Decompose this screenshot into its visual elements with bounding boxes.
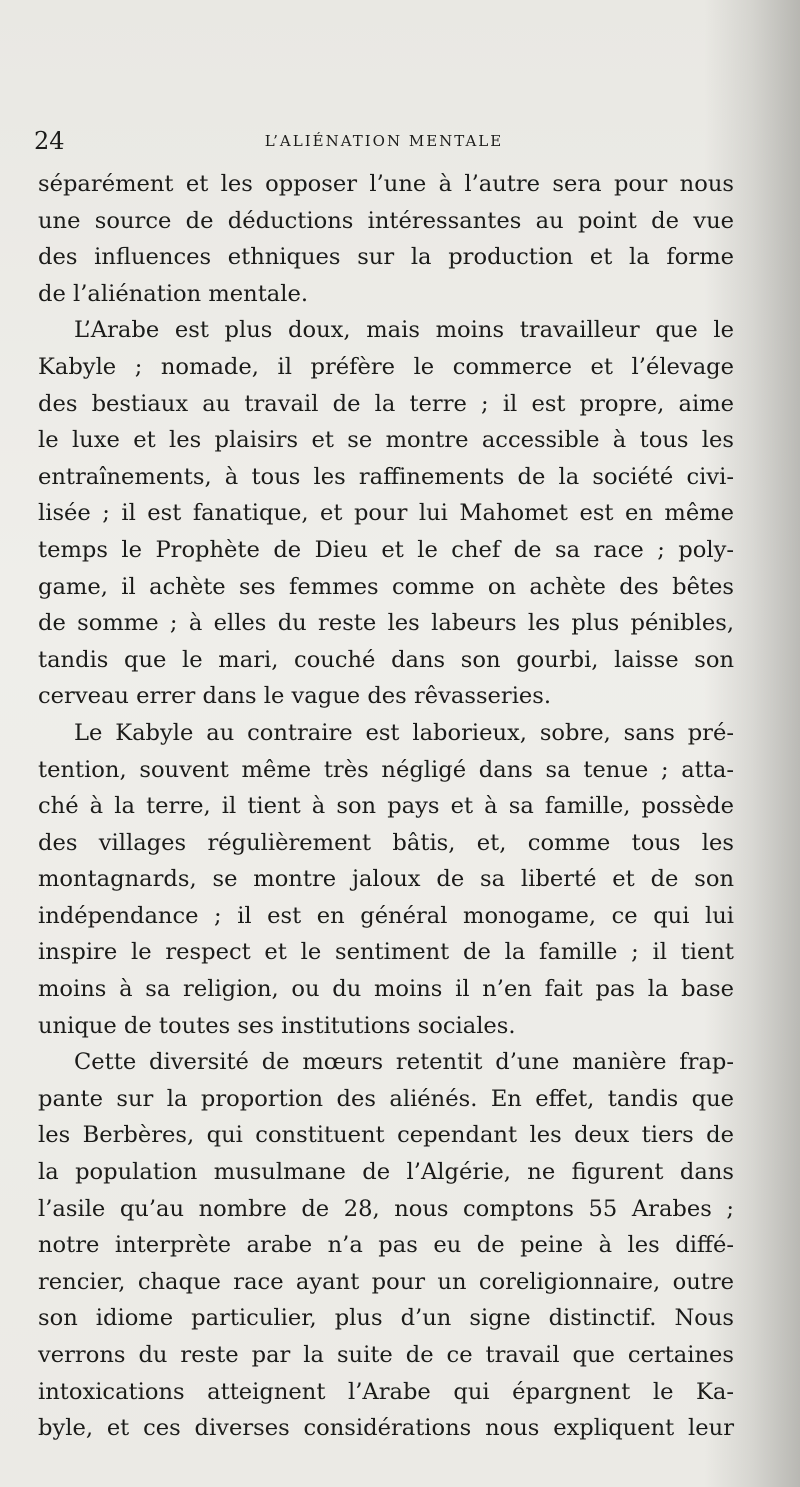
text-line: de l’aliénation mentale. (38, 280, 309, 307)
text-line: inspire le respect et le sentiment de la famille ; il tient (38, 939, 734, 966)
page-number: 24 (34, 127, 65, 155)
text-line: temps le Prophète de Dieu et le chef de sa race ; poly- (38, 536, 734, 563)
text-line: Le Kabyle au contraire est laborieux, sobre, sans pré- (74, 719, 734, 746)
body-text (38, 166, 734, 1447)
text-line: tandis que le mari, couché dans son gourbi, laisse son (38, 646, 734, 673)
text-line: notre interprète arabe n’a pas eu de peine à les diffé- (38, 1232, 734, 1259)
text-line: les Berbères, qui constituent cependant les deux tiers de (38, 1122, 734, 1149)
text-line: des villages régulièrement bâtis, et, comme tous les (38, 829, 734, 856)
text-line: séparément et les opposer l’une à l’autre sera pour nous (38, 171, 734, 197)
text-line: l’asile qu’au nombre de 28, nous comptons 55 Arabes ; (38, 1195, 734, 1222)
text-line: montagnards, se montre jaloux de sa liberté et de son (38, 866, 734, 893)
text-line: tention, souvent même très négligé dans sa tenue ; atta- (38, 756, 734, 783)
text-line: byle, et ces diverses considérations nous expliquent leur (38, 1415, 734, 1442)
text-line: intoxications atteignent l’Arabe qui épargnent le Ka- (38, 1378, 734, 1405)
text-line: ché à la terre, il tient à son pays et à sa famille, possède (38, 793, 734, 820)
text-line: game, il achète ses femmes comme on achète des bêtes (38, 573, 734, 600)
text-line: Kabyle ; nomade, il préfère le commerce et l’élevage (38, 353, 734, 380)
text-line: rencier, chaque race ayant pour un coreligionnaire, outre (38, 1268, 734, 1295)
running-title: L’ALIÉNATION MENTALE (264, 132, 504, 150)
text-line: une source de déductions intéressantes au point de vue (38, 207, 734, 234)
text-line: indépendance ; il est en général monogame, ce qui lui (38, 902, 734, 929)
text-line: entraînements, à tous les raffinements de la société civi- (38, 463, 734, 490)
text-line: cerveau errer dans le vague des rêvasseries. (38, 683, 552, 710)
text-line: des influences ethniques sur la production et la forme (38, 244, 734, 271)
text-line: moins à sa religion, ou du moins il n’en fait pas la base (38, 976, 734, 1003)
text-line: le luxe et les plaisirs et se montre accessible à tous les (38, 427, 734, 454)
page-header (34, 124, 734, 158)
text-line: pante sur la proportion des aliénés. En effet, tandis que (38, 1085, 734, 1112)
text-line: de somme ; à elles du reste les labeurs les plus pénibles, (38, 610, 734, 637)
text-line: la population musulmane de l’Algérie, ne figurent dans (38, 1159, 734, 1186)
text-line: verrons du reste par la suite de ce travail que certaines (38, 1342, 734, 1368)
text-line: Cette diversité de mœurs retentit d’une manière frap- (74, 1049, 734, 1076)
text-line: son idiome particulier, plus d’un signe distinctif. Nous (38, 1305, 734, 1332)
text-line: lisée ; il est fanatique, et pour lui Mahomet est en même (38, 500, 734, 527)
text-line: unique de toutes ses institutions sociales. (38, 1012, 516, 1039)
text-line: L’Arabe est plus doux, mais moins travailleur que le (74, 317, 734, 344)
text-line: des bestiaux au travail de la terre ; il est propre, aime (38, 390, 734, 417)
